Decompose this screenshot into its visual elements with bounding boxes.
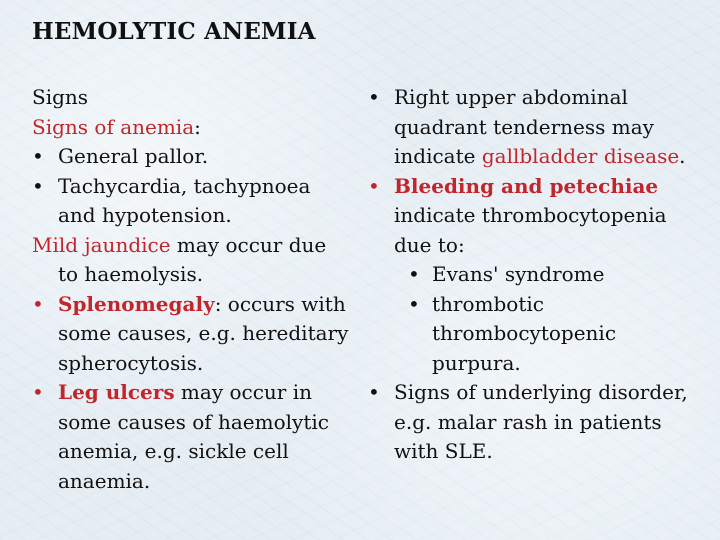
signs-of-anemia-term: Signs of anemia [32,114,195,139]
bleeding-cont-1: indicate thrombocytopenia [394,203,667,227]
ruq-period: . [679,144,686,168]
mild-jaundice-text: may occur due [170,232,327,257]
underlying-cont-2: with SLE. [394,439,493,463]
sub-bullet-evans: • Evans' syndrome [368,260,713,290]
ruq-cont-2 [368,142,713,172]
ruq-indicate-text: indicate [394,144,482,168]
bullet-bleeding [368,172,713,202]
bullet-leg-ulcers [32,378,362,408]
bullet-tachycardia: • Tachycardia, tachypnoea [32,172,362,202]
underlying-cont-1: e.g. malar rash in patients [394,409,662,434]
leg-ulcers-text: may occur in [174,380,312,404]
splenomegaly-cont-2: spherocytosis. [58,350,204,375]
slide-title: HEMOLYTIC ANEMIA [32,18,316,45]
bleeding-cont-2: due to: [394,232,465,257]
right-column [368,83,713,467]
mild-jaundice-line [32,231,362,261]
bullet-general-pallor: • General pallor. [32,142,362,172]
bullet-tachycardia-cont: and hypotension. [58,203,232,227]
sub-bullet-ttp: • thrombotic [368,290,713,320]
splenomegaly-term: Splenomegaly [58,291,215,316]
sub-bullet-ttp-cont-1: thrombocytopenic [432,321,617,345]
splenomegaly-cont-1: some causes, e.g. hereditary [58,321,349,345]
mild-jaundice-term: Mild jaundice [32,232,171,257]
signs-of-anemia-heading [32,113,362,143]
ruq-cont-1: quadrant tenderness may [394,114,654,139]
signs-of-anemia-colon: : [194,114,201,139]
signs-heading: Signs [32,85,89,109]
left-column [32,83,362,496]
leg-ulcers-cont-1: some causes of haemolytic [58,409,329,434]
gallbladder-disease-term: gallbladder disease [481,144,680,168]
leg-ulcers-cont-3: anaemia. [58,468,151,493]
sub-bullet-ttp-cont-2: purpura. [432,350,521,375]
bullet-splenomegaly [32,290,362,320]
splenomegaly-text: : occurs with [214,291,346,316]
bleeding-term: Bleeding and petechiae [394,173,659,198]
bullet-underlying-disorder: • Signs of underlying disorder, [368,378,713,408]
leg-ulcers-term: Leg ulcers [58,380,175,404]
mild-jaundice-cont: to haemolysis. [58,262,204,286]
leg-ulcers-cont-2: anemia, e.g. sickle cell [58,439,289,463]
bullet-ruq-tenderness: • Right upper abdominal [368,83,713,113]
